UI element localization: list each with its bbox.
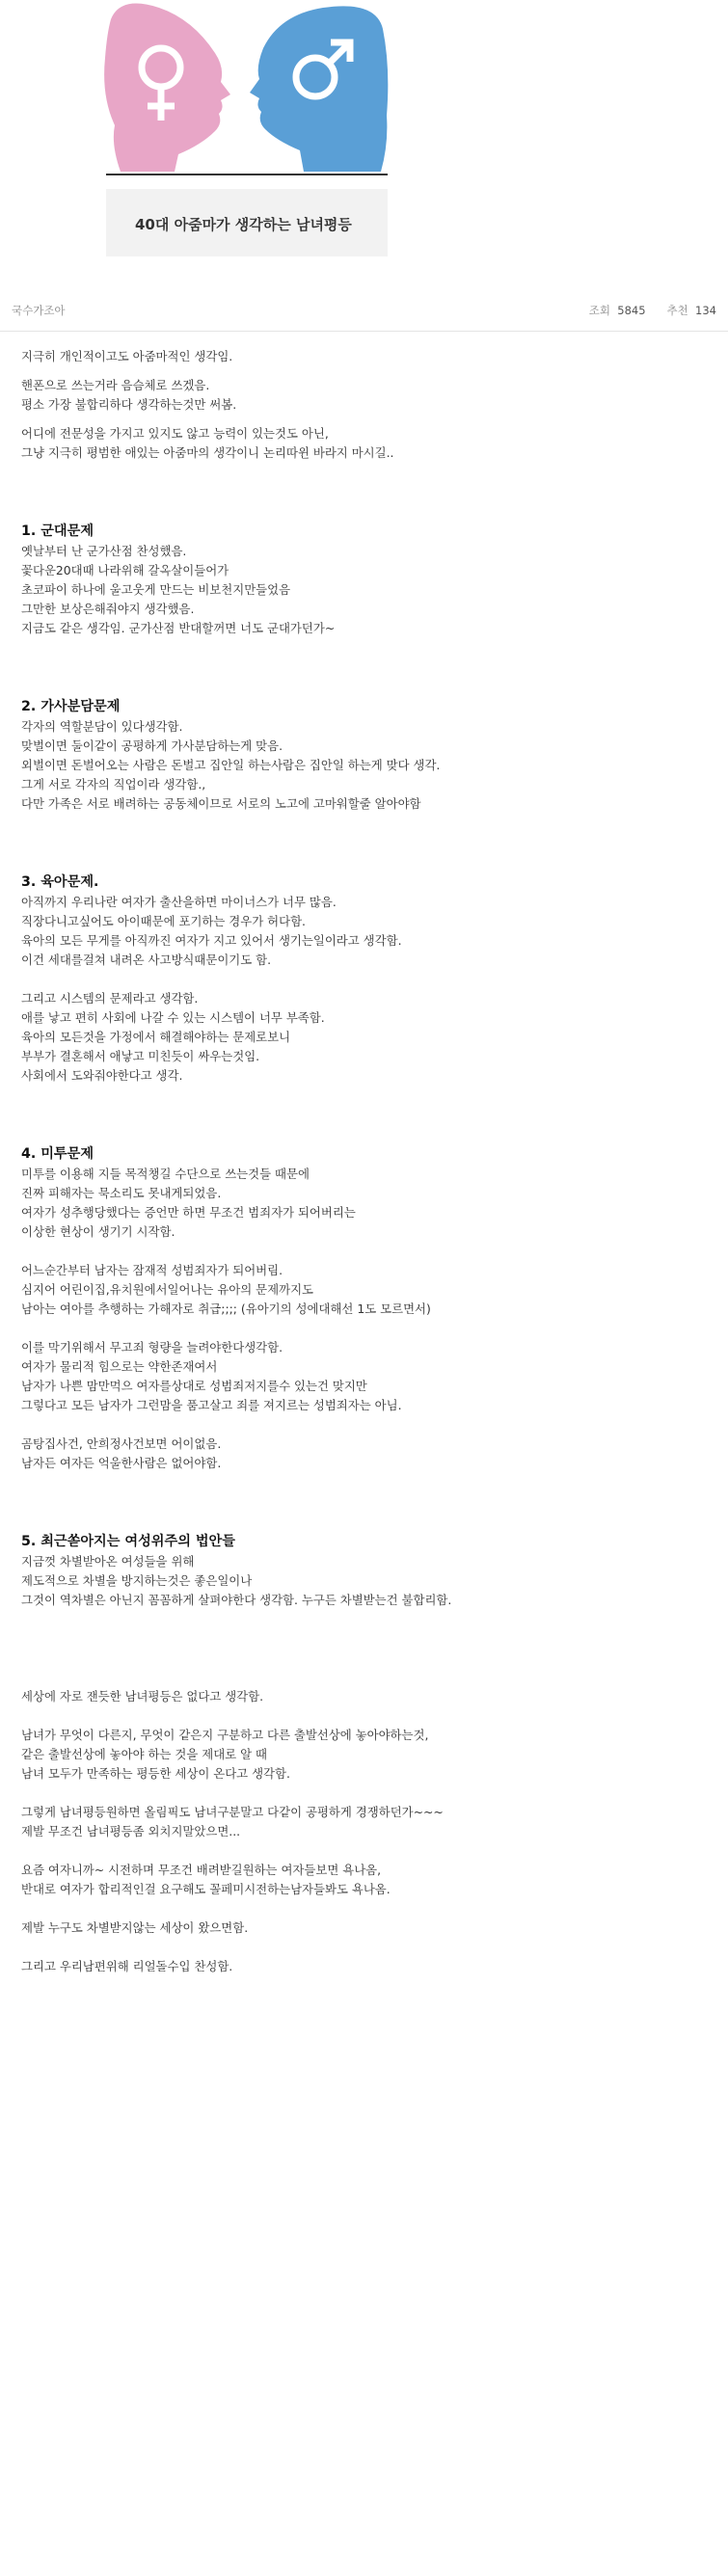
intro-line: 평소 가장 불합리하다 생각하는것만 써봄. <box>21 397 237 412</box>
section-line: 외벌이면 돈벌어오는 사람은 돈벌고 집안일 하는사람은 집안일 하는게 맞다 생각. <box>21 758 441 772</box>
section-line: 사회에서 도와줘야한다고 생각. <box>21 1068 183 1083</box>
section-heading: 2. 가사분담문제 <box>21 699 121 714</box>
section-line: 그리고 시스템의 문제라고 생각함. <box>21 991 199 1006</box>
section-line: 이상한 현상이 생기기 시작함. <box>21 1224 175 1239</box>
section-line: 여자가 물리적 힘으로는 약한존재여서 <box>21 1359 218 1374</box>
section-line: 이건 세대를걸쳐 내려온 사고방식때문이기도 함. <box>21 953 272 967</box>
intro-line: 어디에 전문성을 가지고 있지도 않고 능력이 있는것도 아닌, <box>21 426 329 441</box>
section-line: 그게 서로 각자의 직업이라 생각함., <box>21 777 206 792</box>
section-line: 그만한 보상은해줘야지 생각했음. <box>21 602 195 616</box>
closing-line: 남녀가 무엇이 다른지, 무엇이 같은지 구분하고 다른 출발선상에 놓아야하는것, <box>21 1728 429 1742</box>
section-line: 다만 가족은 서로 배려하는 공동체이므로 서로의 노고에 고마워할줄 알아야함 <box>21 796 421 811</box>
section-line: 초코파이 하나에 울고웃게 만드는 비보천지만들었음 <box>21 582 291 597</box>
closing-line: 제발 누구도 차별받지않는 세상이 왔으면함. <box>21 1920 249 1935</box>
section-line: 지금껏 차별받아온 여성들을 위해 <box>21 1554 195 1569</box>
recommend-label: 추천 <box>666 304 688 317</box>
intro-line: 핸폰으로 쓰는거라 음슴체로 쓰겠음. <box>21 378 210 392</box>
closing-line: 세상에 자로 잰듯한 남녀평등은 없다고 생각함. <box>21 1689 264 1704</box>
views-count: 5845 <box>617 304 646 317</box>
section-line: 그것이 역차별은 아닌지 꼼꼼하게 살펴야한다 생각함. 누구든 차별받는건 불합리함. <box>21 1593 452 1607</box>
section-line: 곰탕집사건, 안희정사건보면 어이없음. <box>21 1436 222 1451</box>
post-body <box>21 347 715 1976</box>
section-line: 남자든 여자든 억울한사람은 없어야함. <box>21 1456 222 1470</box>
closing-line: 그렇게 남녀평등원하면 올림픽도 남녀구분말고 다같이 공평하게 경쟁하던가~~~ <box>21 1805 444 1819</box>
section-heading: 1. 군대문제 <box>21 523 94 539</box>
post-meta-bar <box>12 299 716 320</box>
post-stats <box>589 303 716 318</box>
section-line: 미투를 이용해 지들 목적챙길 수단으로 쓰는것들 때문에 <box>21 1167 310 1181</box>
section-line: 이를 막기위해서 무고죄 형량을 늘려야한다생각함. <box>21 1340 283 1355</box>
section-line: 어느순간부터 남자는 잠재적 성범죄자가 되어버림. <box>21 1263 283 1277</box>
section-line: 육아의 모든것을 가정에서 해결해야하는 문제로보니 <box>21 1030 291 1044</box>
section-line: 지금도 같은 생각임. 군가산점 반대할꺼면 너도 군대가던가~ <box>21 621 336 635</box>
closing-line: 제발 무조건 남녀평등좀 외치지말았으면... <box>21 1824 241 1838</box>
section-line: 애를 낳고 편히 사회에 나갈 수 있는 시스템이 너무 부족함. <box>21 1010 325 1025</box>
section-line: 옛날부터 난 군가산점 찬성했음. <box>21 544 187 558</box>
banner-divider <box>106 174 388 175</box>
section-line: 진짜 피해자는 묵소리도 못내게되었음. <box>21 1186 222 1200</box>
post-banner-image <box>101 0 392 260</box>
closing-line: 반대로 여자가 합리적인걸 요구해도 꼴페미시전하는남자들봐도 욕나옴. <box>21 1882 391 1896</box>
section-heading: 5. 최근쏟아지는 여성위주의 법안들 <box>21 1534 235 1549</box>
intro-line: 그냥 지극히 평범한 애있는 아줌마의 생각이니 논리따윈 바라지 마시길.. <box>21 445 394 460</box>
closing-line: 남녀 모두가 만족하는 평등한 세상이 온다고 생각함. <box>21 1766 290 1781</box>
post-author[interactable]: 국수가조아 <box>12 304 66 317</box>
section-line: 아직까지 우리나란 여자가 출산을하면 마이너스가 너무 많음. <box>21 895 337 909</box>
section-line: 부부가 결혼해서 애낳고 미친듯이 싸우는것임. <box>21 1049 260 1063</box>
section-line: 육아의 모든 무게를 아직까진 여자가 지고 있어서 생기는일이라고 생각함. <box>21 933 402 948</box>
male-head-silhouette <box>250 6 388 172</box>
section-heading: 3. 육아문제. <box>21 874 99 890</box>
section-line: 꽃다운20대때 나라위해 갈옥살이들어가 <box>21 563 229 577</box>
views-label: 조회 <box>588 304 610 317</box>
section-line: 직장다니고싶어도 아이때문에 포기하는 경우가 허다함. <box>21 914 306 928</box>
section-line: 심지어 어린이집,유치원에서일어나는 유아의 문제까지도 <box>21 1282 314 1297</box>
closing-line: 같은 출발선상에 놓아야 하는 것을 제대로 알 때 <box>21 1747 267 1761</box>
section-line: 각자의 역할분담이 있다생각함. <box>21 719 183 734</box>
meta-divider <box>0 331 728 332</box>
recommend-count: 134 <box>695 304 716 317</box>
banner-title: 40대 아줌마가 생각하는 남녀평등 <box>135 216 352 233</box>
closing-line: 요즘 여자니까~ 시전하며 무조건 배려받길원하는 여자들보면 욕나옴, <box>21 1863 382 1877</box>
closing-line: 그리고 우리남편위해 리얼돌수입 찬성함. <box>21 1959 233 1973</box>
section-heading: 4. 미투문제 <box>21 1146 94 1162</box>
section-line: 남아는 여아를 추행하는 가해자로 취급;;;; (유아기의 성에대해선 1도 모르면서) <box>21 1301 431 1316</box>
intro-line: 지극히 개인적이고도 아줌마적인 생각임. <box>21 349 233 363</box>
section-line: 맞벌이면 둘이같이 공평하게 가사분담하는게 맞음. <box>21 738 283 753</box>
section-line: 제도적으로 차별을 방지하는것은 좋은일이나 <box>21 1573 253 1588</box>
section-line: 여자가 성추행당했다는 증언만 하면 무조건 범죄자가 되어버리는 <box>21 1205 356 1220</box>
section-line: 그렇다고 모든 남자가 그런맘을 품고살고 죄를 져지르는 성범죄자는 아님. <box>21 1398 402 1412</box>
section-line: 남자가 나쁜 맘만먹으 여자를상대로 성범죄저지를수 있는건 맞지만 <box>21 1379 367 1393</box>
gender-symbols-illustration <box>101 0 392 174</box>
